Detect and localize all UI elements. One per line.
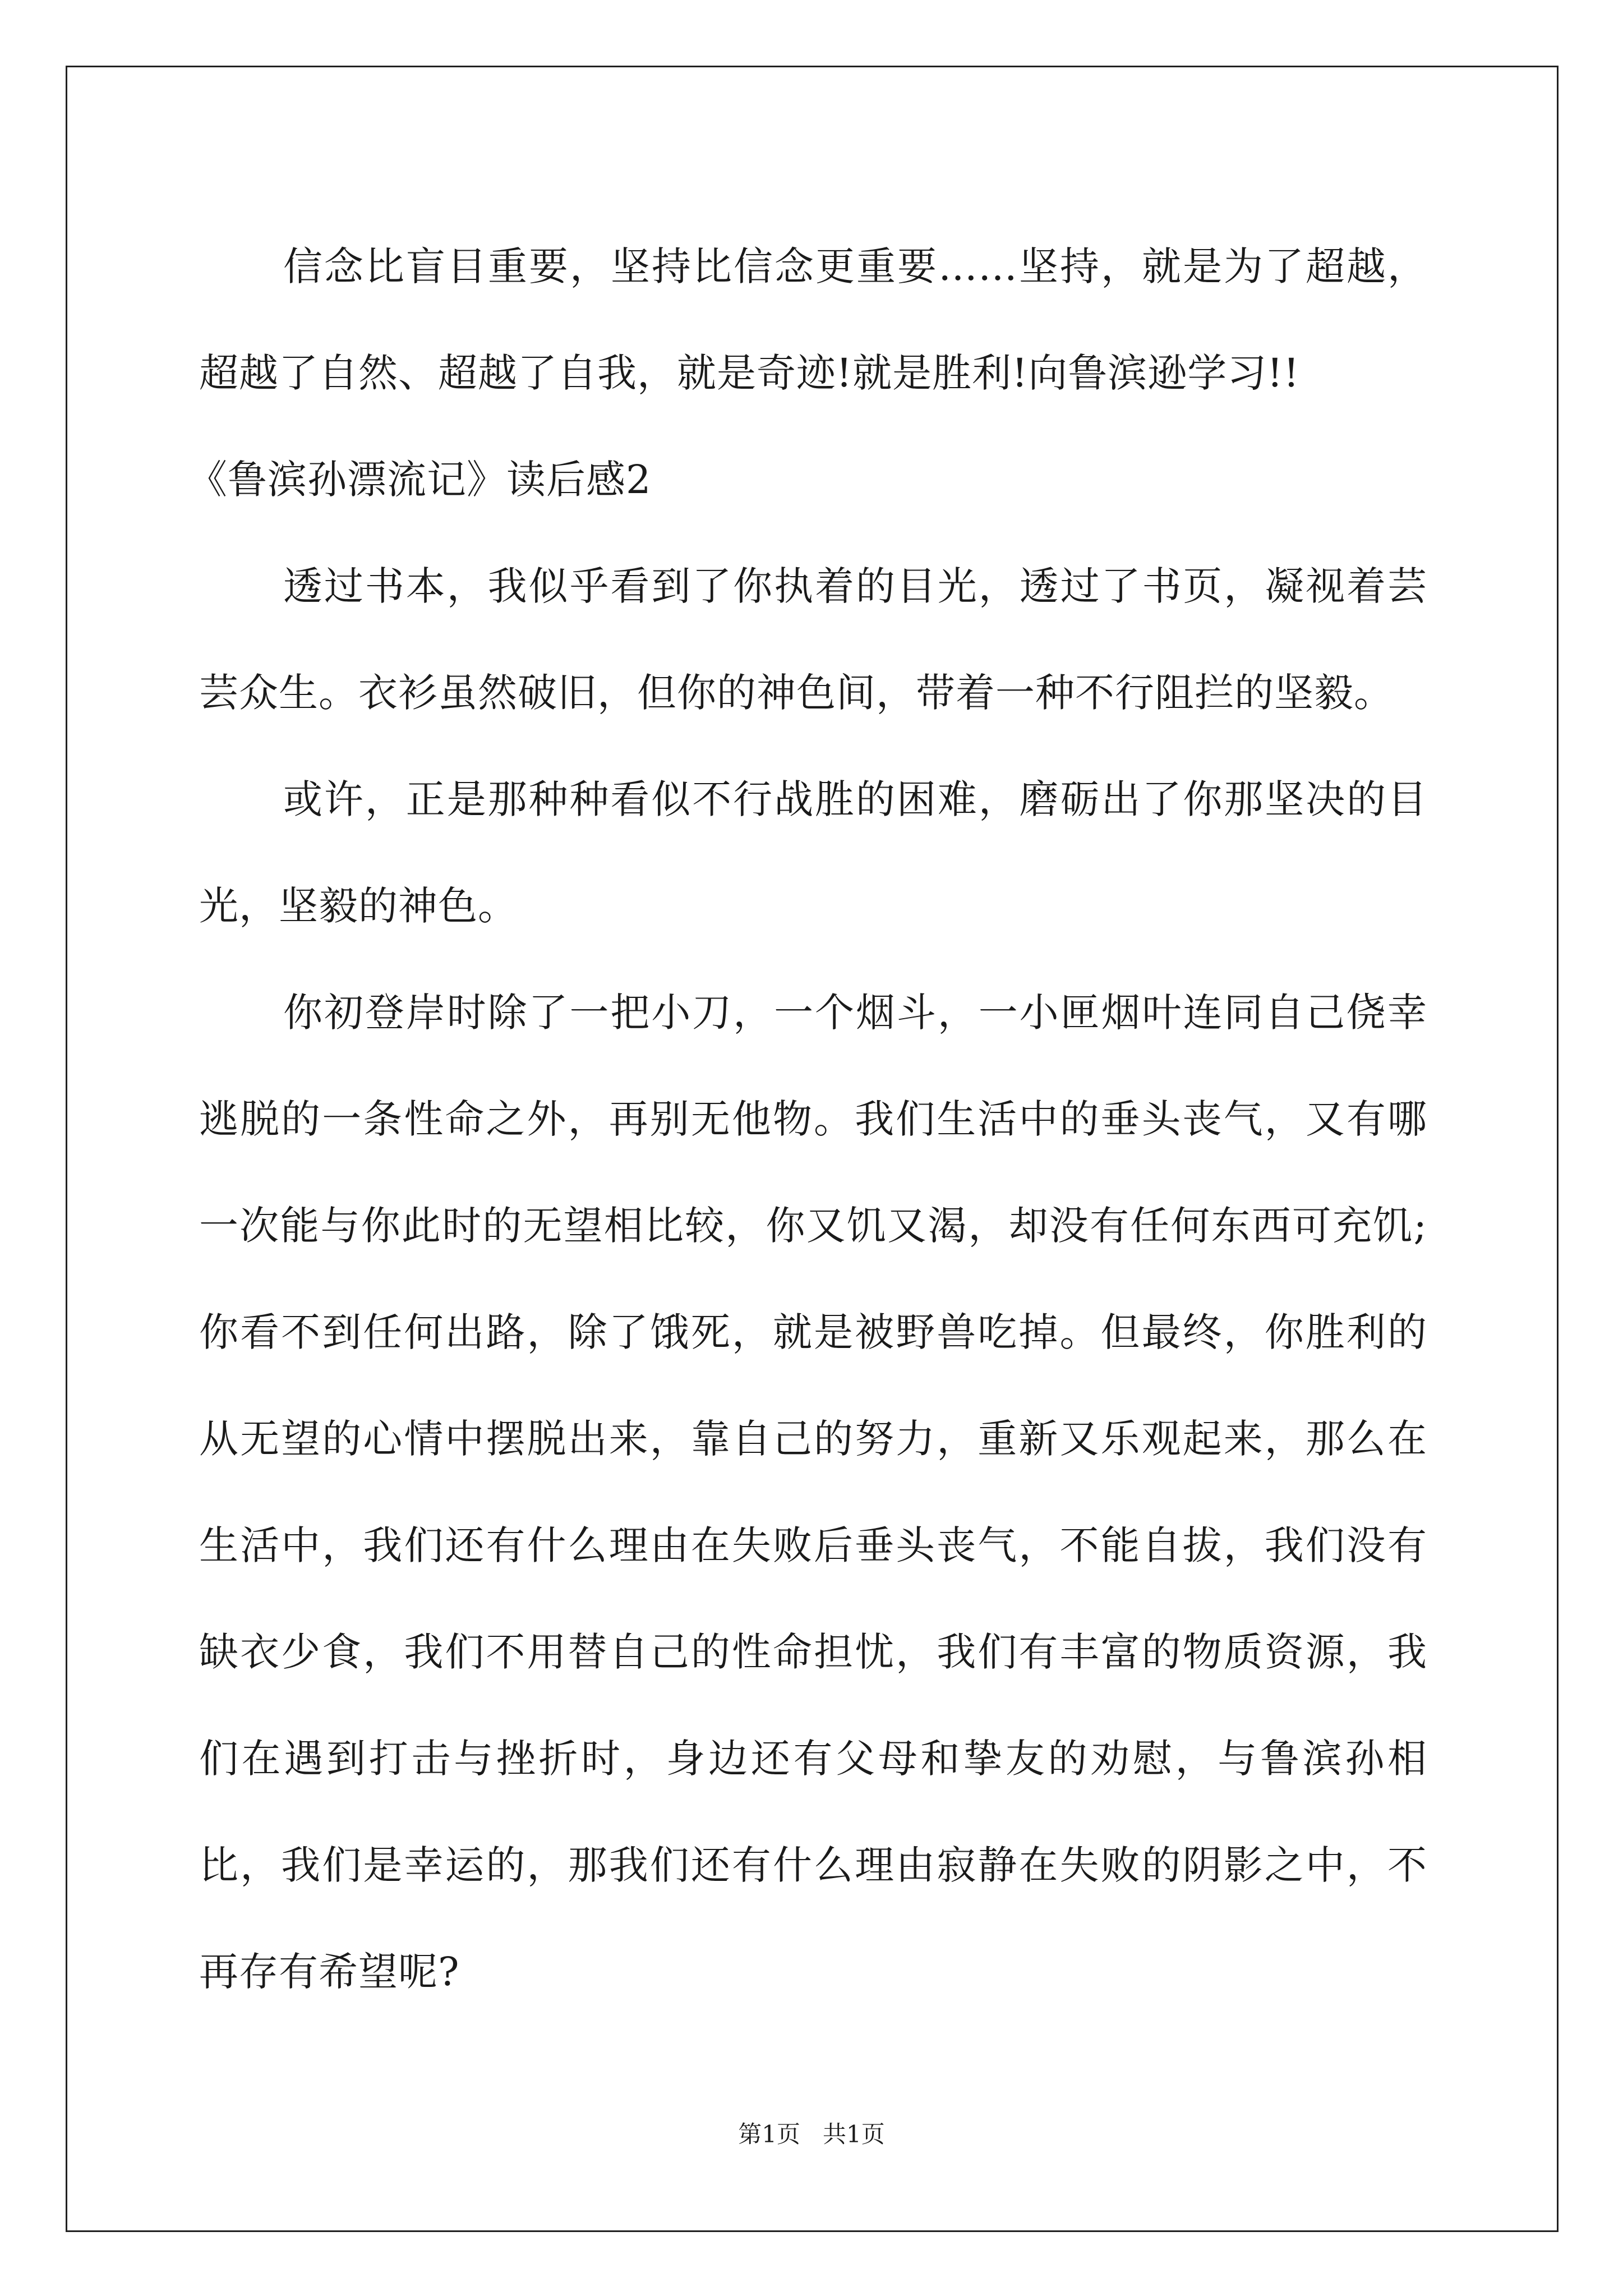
section-heading: 《鲁滨孙漂流记》读后感2 [188, 457, 652, 503]
page-total: 共1页 [823, 2120, 885, 2148]
paragraph-hardship: 或许，正是那种种看似不行战胜的困难，磨砺出了你那坚决的目光，坚毅的神色。 [199, 776, 1427, 929]
paragraph-reflection: 你初登岸时除了一把小刀，一个烟斗，一小匣烟叶连同自己侥幸逃脱的一条性命之外，再别无他物。我们生活中的垂头丧气，又有哪一次能与你此时的无望相比较，你又饥又渴，却没有任何东西可充饥;你看不到任何出路，除了饿死，就是被野兽吃掉。但最终，你胜利的从无望的心情中摆脱出来，靠自己的努力，重新又乐观起来，那么在生活中，我们还有什么理由在失败后垂头丧气，不能自拔，我们没有缺衣少食，我们不用替自己的性命担忧，我们有丰富的物质资源，我们在遇到打击与挫折时，身边还有父母和挚友的劝慰，与鲁滨孙相比，我们是幸运的，那我们还有什么理由寂静在失败的阴影之中，不再存有希望呢? [199, 990, 1427, 1995]
paragraph-conclusion: 信念比盲目重要，坚持比信念更重要……坚持，就是为了超越，超越了自然、超越了自我，就是奇迹!就是胜利!向鲁滨逊学习!! [199, 243, 1427, 396]
page-footer [0, 2118, 1623, 2151]
paragraph-gaze: 透过书本，我似乎看到了你执着的目光，透过了书页，凝视着芸芸众生。衣衫虽然破旧，但你的神色间，带着一种不行阻拦的坚毅。 [199, 563, 1427, 716]
page-number: 第1页 [738, 2120, 800, 2148]
document-body [188, 213, 1427, 2025]
